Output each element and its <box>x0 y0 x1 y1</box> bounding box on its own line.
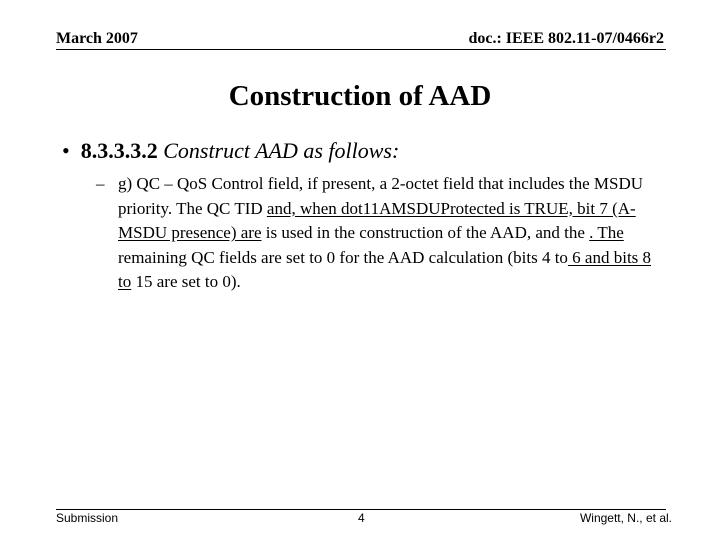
sub-bullet-text <box>118 172 656 295</box>
bullet-item <box>62 138 399 164</box>
header-divider <box>56 49 666 50</box>
sub-bullet-item <box>96 172 656 295</box>
slide-title: Construction of AAD <box>228 80 492 112</box>
bullet-section-number: 8.3.3.3.2 <box>80 138 158 163</box>
text-segment: g) QC – QoS Control field, if present, a 2-octet field that includes the MSDU priority. The QC TID <box>118 174 644 218</box>
text-segment: 15 are set to 0). <box>131 272 241 291</box>
underlined-segment: 6 and bits 8 to <box>118 247 652 291</box>
bullet-symbol: • <box>62 138 70 163</box>
underlined-segment: and, when dot11AMSDUProtected is TRUE, bit 7 (A-MSDU presence) are <box>118 198 636 242</box>
text-segment: remaining QC fields are set to 0 for the AAD calculation (bits 4 to <box>118 247 568 267</box>
footer-submission: Submission <box>56 511 119 525</box>
page-number: 4 <box>358 511 365 525</box>
header-date: March 2007 <box>56 30 138 47</box>
bullet-text: Construct AAD as follows: <box>163 138 400 163</box>
underlined-segment: . The <box>589 223 624 242</box>
footer-author: Wingett, N., et al. <box>579 511 672 525</box>
sub-bullet-dash: – <box>96 174 105 193</box>
footer-divider <box>56 509 666 510</box>
header-doc-id: doc.: IEEE 802.11-07/0466r2 <box>468 30 664 47</box>
text-segment: is used in the construction of the AAD, and the <box>261 223 590 242</box>
